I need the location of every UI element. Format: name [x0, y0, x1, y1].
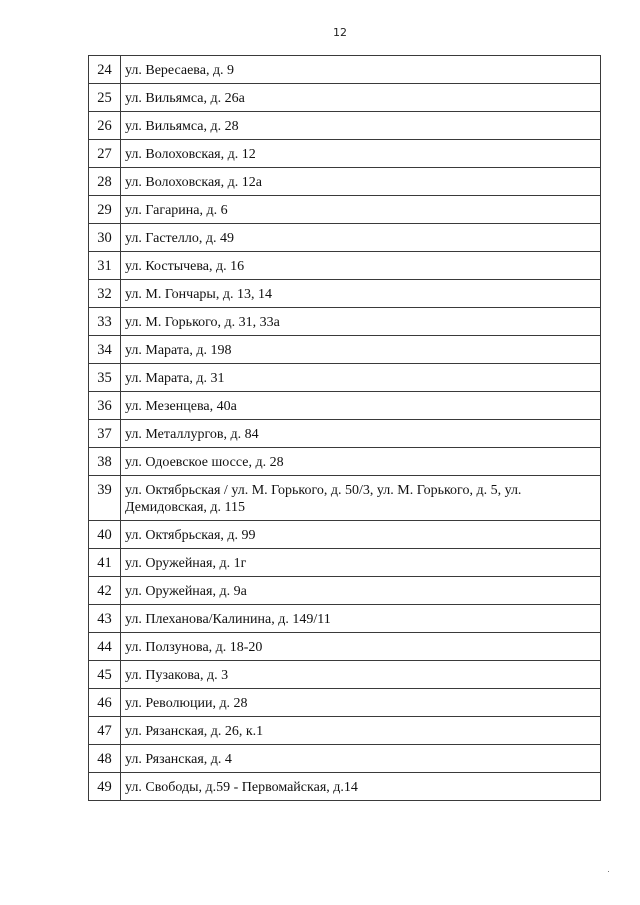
- table-row: [89, 549, 601, 577]
- row-number: 26: [89, 112, 121, 140]
- table-row: [89, 112, 601, 140]
- row-number: 24: [89, 56, 121, 84]
- row-address: ул. Революции, д. 28: [121, 689, 601, 717]
- scan-speck: [608, 871, 609, 872]
- table-row: [89, 476, 601, 521]
- table-row: [89, 661, 601, 689]
- row-address: ул. Оружейная, д. 9а: [121, 577, 601, 605]
- table-row: [89, 633, 601, 661]
- row-address: ул. Свободы, д.59 - Первомайская, д.14: [121, 773, 601, 801]
- row-number: 28: [89, 168, 121, 196]
- table-row: [89, 364, 601, 392]
- table-row: [89, 745, 601, 773]
- row-number: 29: [89, 196, 121, 224]
- table-row: [89, 196, 601, 224]
- table-row: [89, 392, 601, 420]
- row-number: 49: [89, 773, 121, 801]
- address-table: [88, 55, 601, 801]
- row-number: 44: [89, 633, 121, 661]
- row-address: ул. Вересаева, д. 9: [121, 56, 601, 84]
- row-number: 43: [89, 605, 121, 633]
- row-address: ул. Вильямса, д. 28: [121, 112, 601, 140]
- row-address: ул. Гагарина, д. 6: [121, 196, 601, 224]
- row-address: ул. Плеханова/Калинина, д. 149/11: [121, 605, 601, 633]
- row-number: 30: [89, 224, 121, 252]
- table-row: [89, 521, 601, 549]
- row-address: ул. Костычева, д. 16: [121, 252, 601, 280]
- table-row: [89, 336, 601, 364]
- table-row: [89, 605, 601, 633]
- row-number: 35: [89, 364, 121, 392]
- page-number: 12: [333, 26, 347, 39]
- table-row: [89, 773, 601, 801]
- table-row: [89, 280, 601, 308]
- row-number: 31: [89, 252, 121, 280]
- row-address: ул. М. Горького, д. 31, 33а: [121, 308, 601, 336]
- table-row: [89, 689, 601, 717]
- table-row: [89, 717, 601, 745]
- row-address: ул. Рязанская, д. 26, к.1: [121, 717, 601, 745]
- table-row: [89, 56, 601, 84]
- row-address: ул. Вильямса, д. 26а: [121, 84, 601, 112]
- row-address: ул. Рязанская, д. 4: [121, 745, 601, 773]
- row-number: 48: [89, 745, 121, 773]
- row-number: 32: [89, 280, 121, 308]
- row-number: 41: [89, 549, 121, 577]
- address-table-container: [88, 55, 601, 801]
- row-number: 27: [89, 140, 121, 168]
- table-row: [89, 168, 601, 196]
- row-address: ул. М. Гончары, д. 13, 14: [121, 280, 601, 308]
- row-address: ул. Оружейная, д. 1г: [121, 549, 601, 577]
- row-address: ул. Октябрьская / ул. М. Горького, д. 50/3, ул. М. Горького, д. 5, ул. Демидовская, д. 115: [121, 476, 601, 521]
- table-row: [89, 308, 601, 336]
- row-number: 36: [89, 392, 121, 420]
- row-number: 47: [89, 717, 121, 745]
- row-address: ул. Марата, д. 31: [121, 364, 601, 392]
- row-number: 42: [89, 577, 121, 605]
- row-number: 37: [89, 420, 121, 448]
- row-address: ул. Волоховская, д. 12: [121, 140, 601, 168]
- table-row: [89, 224, 601, 252]
- row-address: ул. Гастелло, д. 49: [121, 224, 601, 252]
- row-address: ул. Ползунова, д. 18-20: [121, 633, 601, 661]
- row-address: ул. Одоевское шоссе, д. 28: [121, 448, 601, 476]
- table-row: [89, 420, 601, 448]
- row-number: 25: [89, 84, 121, 112]
- row-address: ул. Мезенцева, 40а: [121, 392, 601, 420]
- row-number: 34: [89, 336, 121, 364]
- row-number: 38: [89, 448, 121, 476]
- row-number: 33: [89, 308, 121, 336]
- row-address: ул. Металлургов, д. 84: [121, 420, 601, 448]
- row-address: ул. Марата, д. 198: [121, 336, 601, 364]
- row-number: 39: [89, 476, 121, 521]
- table-row: [89, 140, 601, 168]
- row-address: ул. Волоховская, д. 12а: [121, 168, 601, 196]
- table-row: [89, 84, 601, 112]
- row-number: 40: [89, 521, 121, 549]
- row-address: ул. Пузакова, д. 3: [121, 661, 601, 689]
- table-row: [89, 252, 601, 280]
- row-number: 45: [89, 661, 121, 689]
- table-row: [89, 577, 601, 605]
- row-number: 46: [89, 689, 121, 717]
- row-address: ул. Октябрьская, д. 99: [121, 521, 601, 549]
- table-row: [89, 448, 601, 476]
